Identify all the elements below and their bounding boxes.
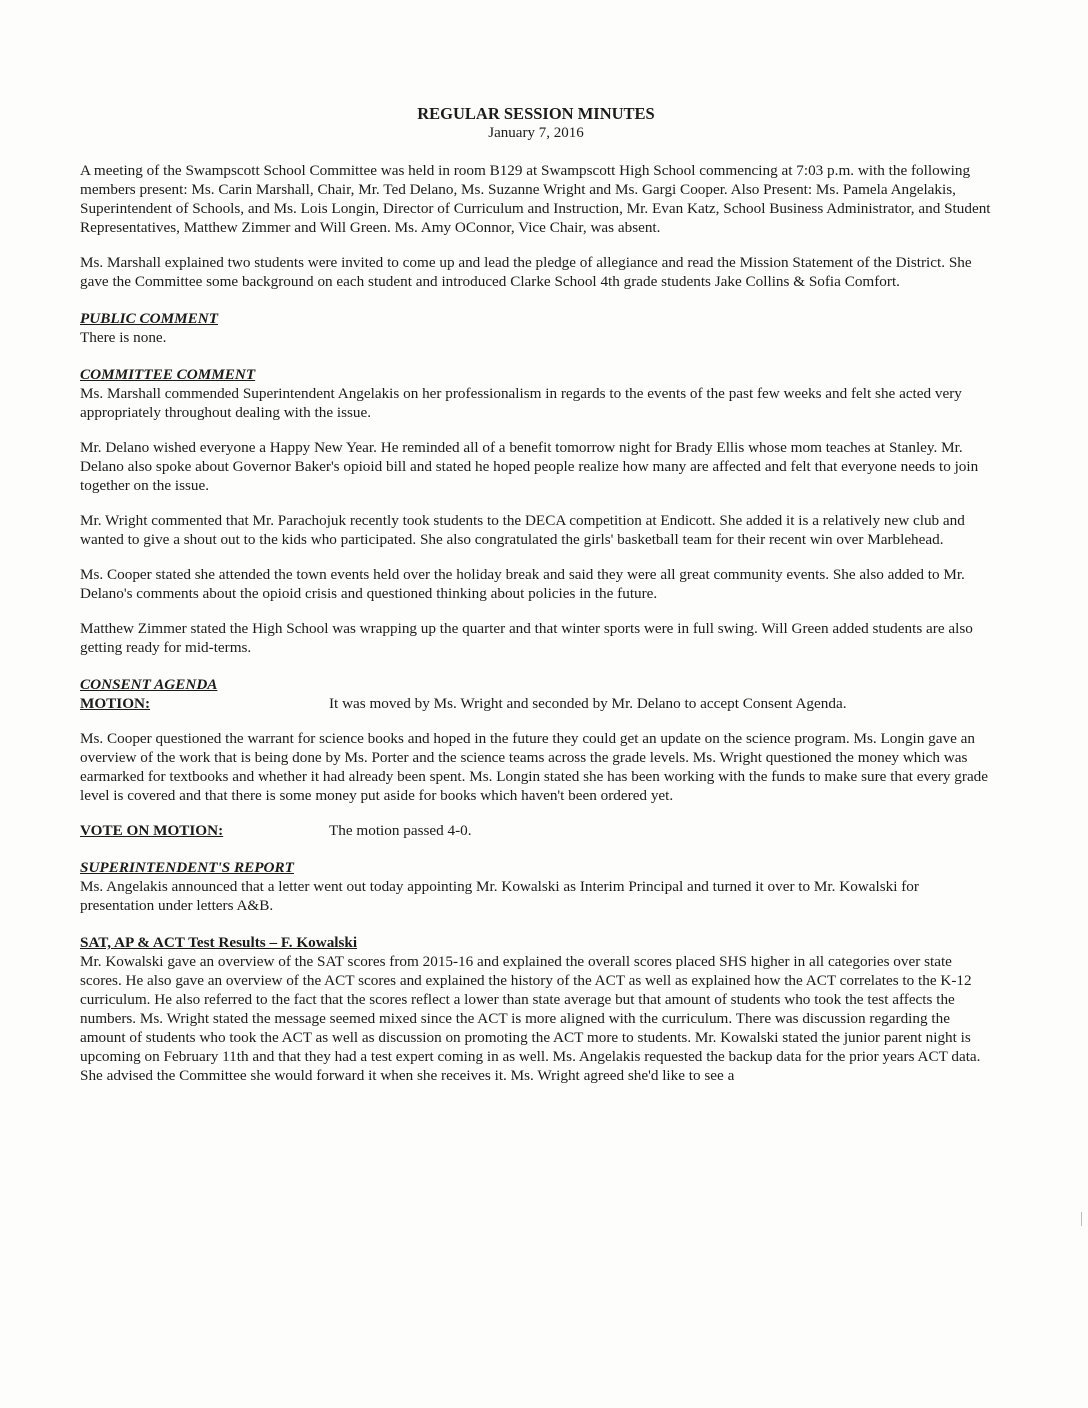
superintendent-report-text: Ms. Angelakis announced that a letter went out today appointing Mr. Kowalski as Interim Principal and turned it over to Mr. Kowalski for presentation under letters A&B. — [80, 878, 919, 914]
pledge-paragraph: Ms. Marshall explained two students were invited to come up and lead the pledge of allegiance and read the Mission Statement of the District. She gave the Committee some background on each student and introduced Clarke School 4th grade students Jake Collins & Sofia Comfort. — [80, 254, 972, 290]
scan-edge-mark — [1081, 1212, 1082, 1226]
committee-comment-marshall: Ms. Marshall commended Superintendent Angelakis on her professionalism in regards to the events of the past few weeks and felt she acted very appropriately throughout dealing with the issue. — [80, 385, 962, 421]
test-results-text: Mr. Kowalski gave an overview of the SAT scores from 2015-16 and explained the overall scores placed SHS higher in all categories over state scores. He also gave an overview of the ACT scores and explained the history of the ACT as well as explained how the ACT correlates to the K-12 curriculum. He also referred to the fact that the scores reflect a lower than state average but that amount of students who took the test affects the numbers. Ms. Wright stated the message seemed mixed since the ACT is more aligned with the curriculum. There was discussion regarding the amount of students who took the ACT as well as discussion on promoting the ACT more to students. Mr. Kowalski stated the junior parent night is upcoming on February 11th and that they had a test expert coming in as well. Ms. Angelakis requested the backup data for the prior years ACT data. She advised the Committee she would forward it when she receives it. Ms. Wright agreed she'd like to see a — [80, 953, 981, 1084]
meeting-date: January 7, 2016 — [488, 125, 584, 141]
attendance-paragraph: A meeting of the Swampscott School Committee was held in room B129 at Swampscott High School commencing at 7:03 p.m. with the following members present: Ms. Carin Marshall, Chair, Mr. Ted Delano, Ms. Suzanne Wright and Ms. Gargi Cooper. Also Present: Ms. Pamela Angelakis, Superintendent of Schools, and Ms. Lois Longin, Director of Curriculum and Instruction, Mr. Evan Katz, School Business Administrator, and Student Representatives, Matthew Zimmer and Will Green. Ms. Amy OConnor, Vice Chair, was absent. — [80, 162, 991, 236]
minutes-page — [80, 104, 992, 1085]
committee-comment-heading: COMMITTEE COMMENT — [80, 366, 256, 383]
motion-label: MOTION: — [80, 695, 151, 712]
motion-text: It was moved by Ms. Wright and seconded by Mr. Delano to accept Consent Agenda. — [329, 695, 847, 712]
test-results-heading: SAT, AP & ACT Test Results – F. Kowalski — [80, 934, 358, 951]
public-comment-text: There is none. — [80, 329, 167, 346]
committee-comment-delano: Mr. Delano wished everyone a Happy New Year. He reminded all of a benefit tomorrow night for Brady Ellis whose mom teaches at Stanley. Mr. Delano also spoke about Governor Baker's opioid bill and stated he hoped people realize how many are affected and felt that everyone needs to join together on the issue. — [80, 439, 979, 494]
committee-comment-cooper: Ms. Cooper stated she attended the town events held over the holiday break and said they were all great community events. She also added to Mr. Delano's comments about the opioid crisis and questioned thinking about policies in the future. — [80, 566, 965, 602]
committee-comment-students: Matthew Zimmer stated the High School was wrapping up the quarter and that winter sports were in full swing. Will Green added students are also getting ready for mid-terms. — [80, 620, 973, 656]
consent-discussion: Ms. Cooper questioned the warrant for science books and hoped in the future they could get an update on the science program. Ms. Longin gave an overview of the work that is being done by Ms. Porter and the science teams across the grade levels. Ms. Wright questioned the money which was earmarked for textbooks and whether it had already been spent. Ms. Longin stated she has been working with the funds to make sure that every grade level is covered and that there is some money put aside for books which haven't been ordered yet. — [80, 730, 989, 804]
public-comment-heading: PUBLIC COMMENT — [80, 310, 218, 327]
vote-label: VOTE ON MOTION: — [80, 822, 224, 839]
vote-row — [80, 821, 992, 840]
committee-comment-wright: Mr. Wright commented that Mr. Parachojuk recently took students to the DECA competition at Endicott. She added it is a relatively new club and wanted to give a shout out to the kids who participated. She also congratulated the girls' basketball team for their recent win over Marblehead. — [80, 512, 965, 548]
vote-text: The motion passed 4-0. — [329, 822, 472, 839]
superintendent-report-heading: SUPERINTENDENT'S REPORT — [80, 859, 294, 876]
document-title: REGULAR SESSION MINUTES — [417, 104, 655, 123]
motion-row — [80, 694, 992, 713]
consent-agenda-heading: CONSENT AGENDA — [80, 676, 218, 693]
